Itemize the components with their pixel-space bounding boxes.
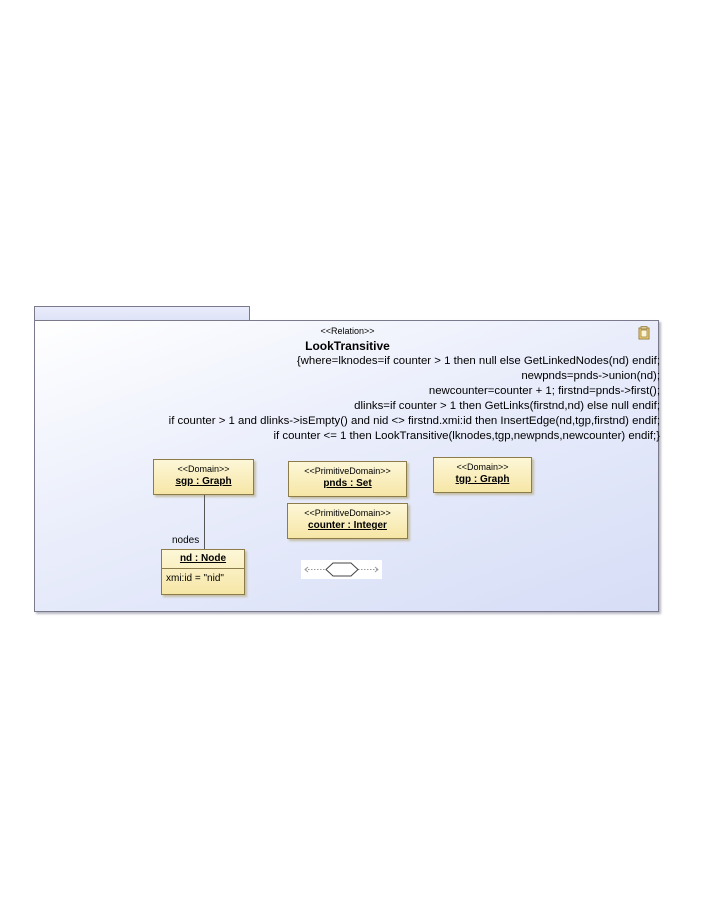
domain-pnds[interactable]: [288, 461, 407, 497]
domain-counter[interactable]: [287, 503, 408, 539]
constraint-line: {where=lknodes=if counter > 1 then null else GetLinkedNodes(nd) endif;: [296, 355, 660, 367]
domain-name: pnds : Set: [323, 478, 372, 489]
when-clause-icon[interactable]: [301, 560, 382, 579]
domain-name: counter : Integer: [308, 520, 387, 531]
constraint-line: dlinks=if counter > 1 then GetLinks(firstnd,nd) else null endif;: [354, 400, 660, 412]
relation-stereotype: <<Relation>>: [320, 326, 375, 336]
association-line[interactable]: [204, 495, 205, 549]
node-header: [162, 550, 244, 569]
relation-title: LookTransitive: [305, 339, 390, 353]
domain-stereotype: <<Domain>>: [177, 464, 230, 474]
where-constraint: [169, 354, 660, 444]
domain-tgp[interactable]: [433, 457, 532, 493]
node-attribute: xmi:id = "nid": [166, 573, 224, 584]
domain-stereotype: <<Domain>>: [456, 462, 509, 472]
constraint-line: newpnds=pnds->union(nd);: [521, 370, 660, 382]
constraint-line: newcounter=counter + 1; firstnd=pnds->first();: [428, 385, 660, 397]
constraint-line: if counter > 1 and dlinks->isEmpty() and nid <> firstnd.xmi:id then InsertEdge(nd,tgp,firstnd) endif;: [168, 415, 660, 427]
domain-stereotype: <<PrimitiveDomain>>: [304, 466, 391, 476]
node-nd[interactable]: [161, 549, 245, 595]
constraint-line: if counter <= 1 then LookTransitive(lknodes,tgp,newpnds,newcounter) endif;}: [273, 430, 660, 442]
domain-name: sgp : Graph: [175, 476, 232, 487]
relation-icon: [638, 326, 650, 340]
association-role: nodes: [172, 535, 200, 546]
domain-name: tgp : Graph: [455, 474, 510, 485]
frame-tab: [34, 306, 250, 321]
node-name: nd : Node: [179, 553, 227, 564]
domain-sgp[interactable]: [153, 459, 254, 495]
domain-stereotype: <<PrimitiveDomain>>: [304, 508, 391, 518]
